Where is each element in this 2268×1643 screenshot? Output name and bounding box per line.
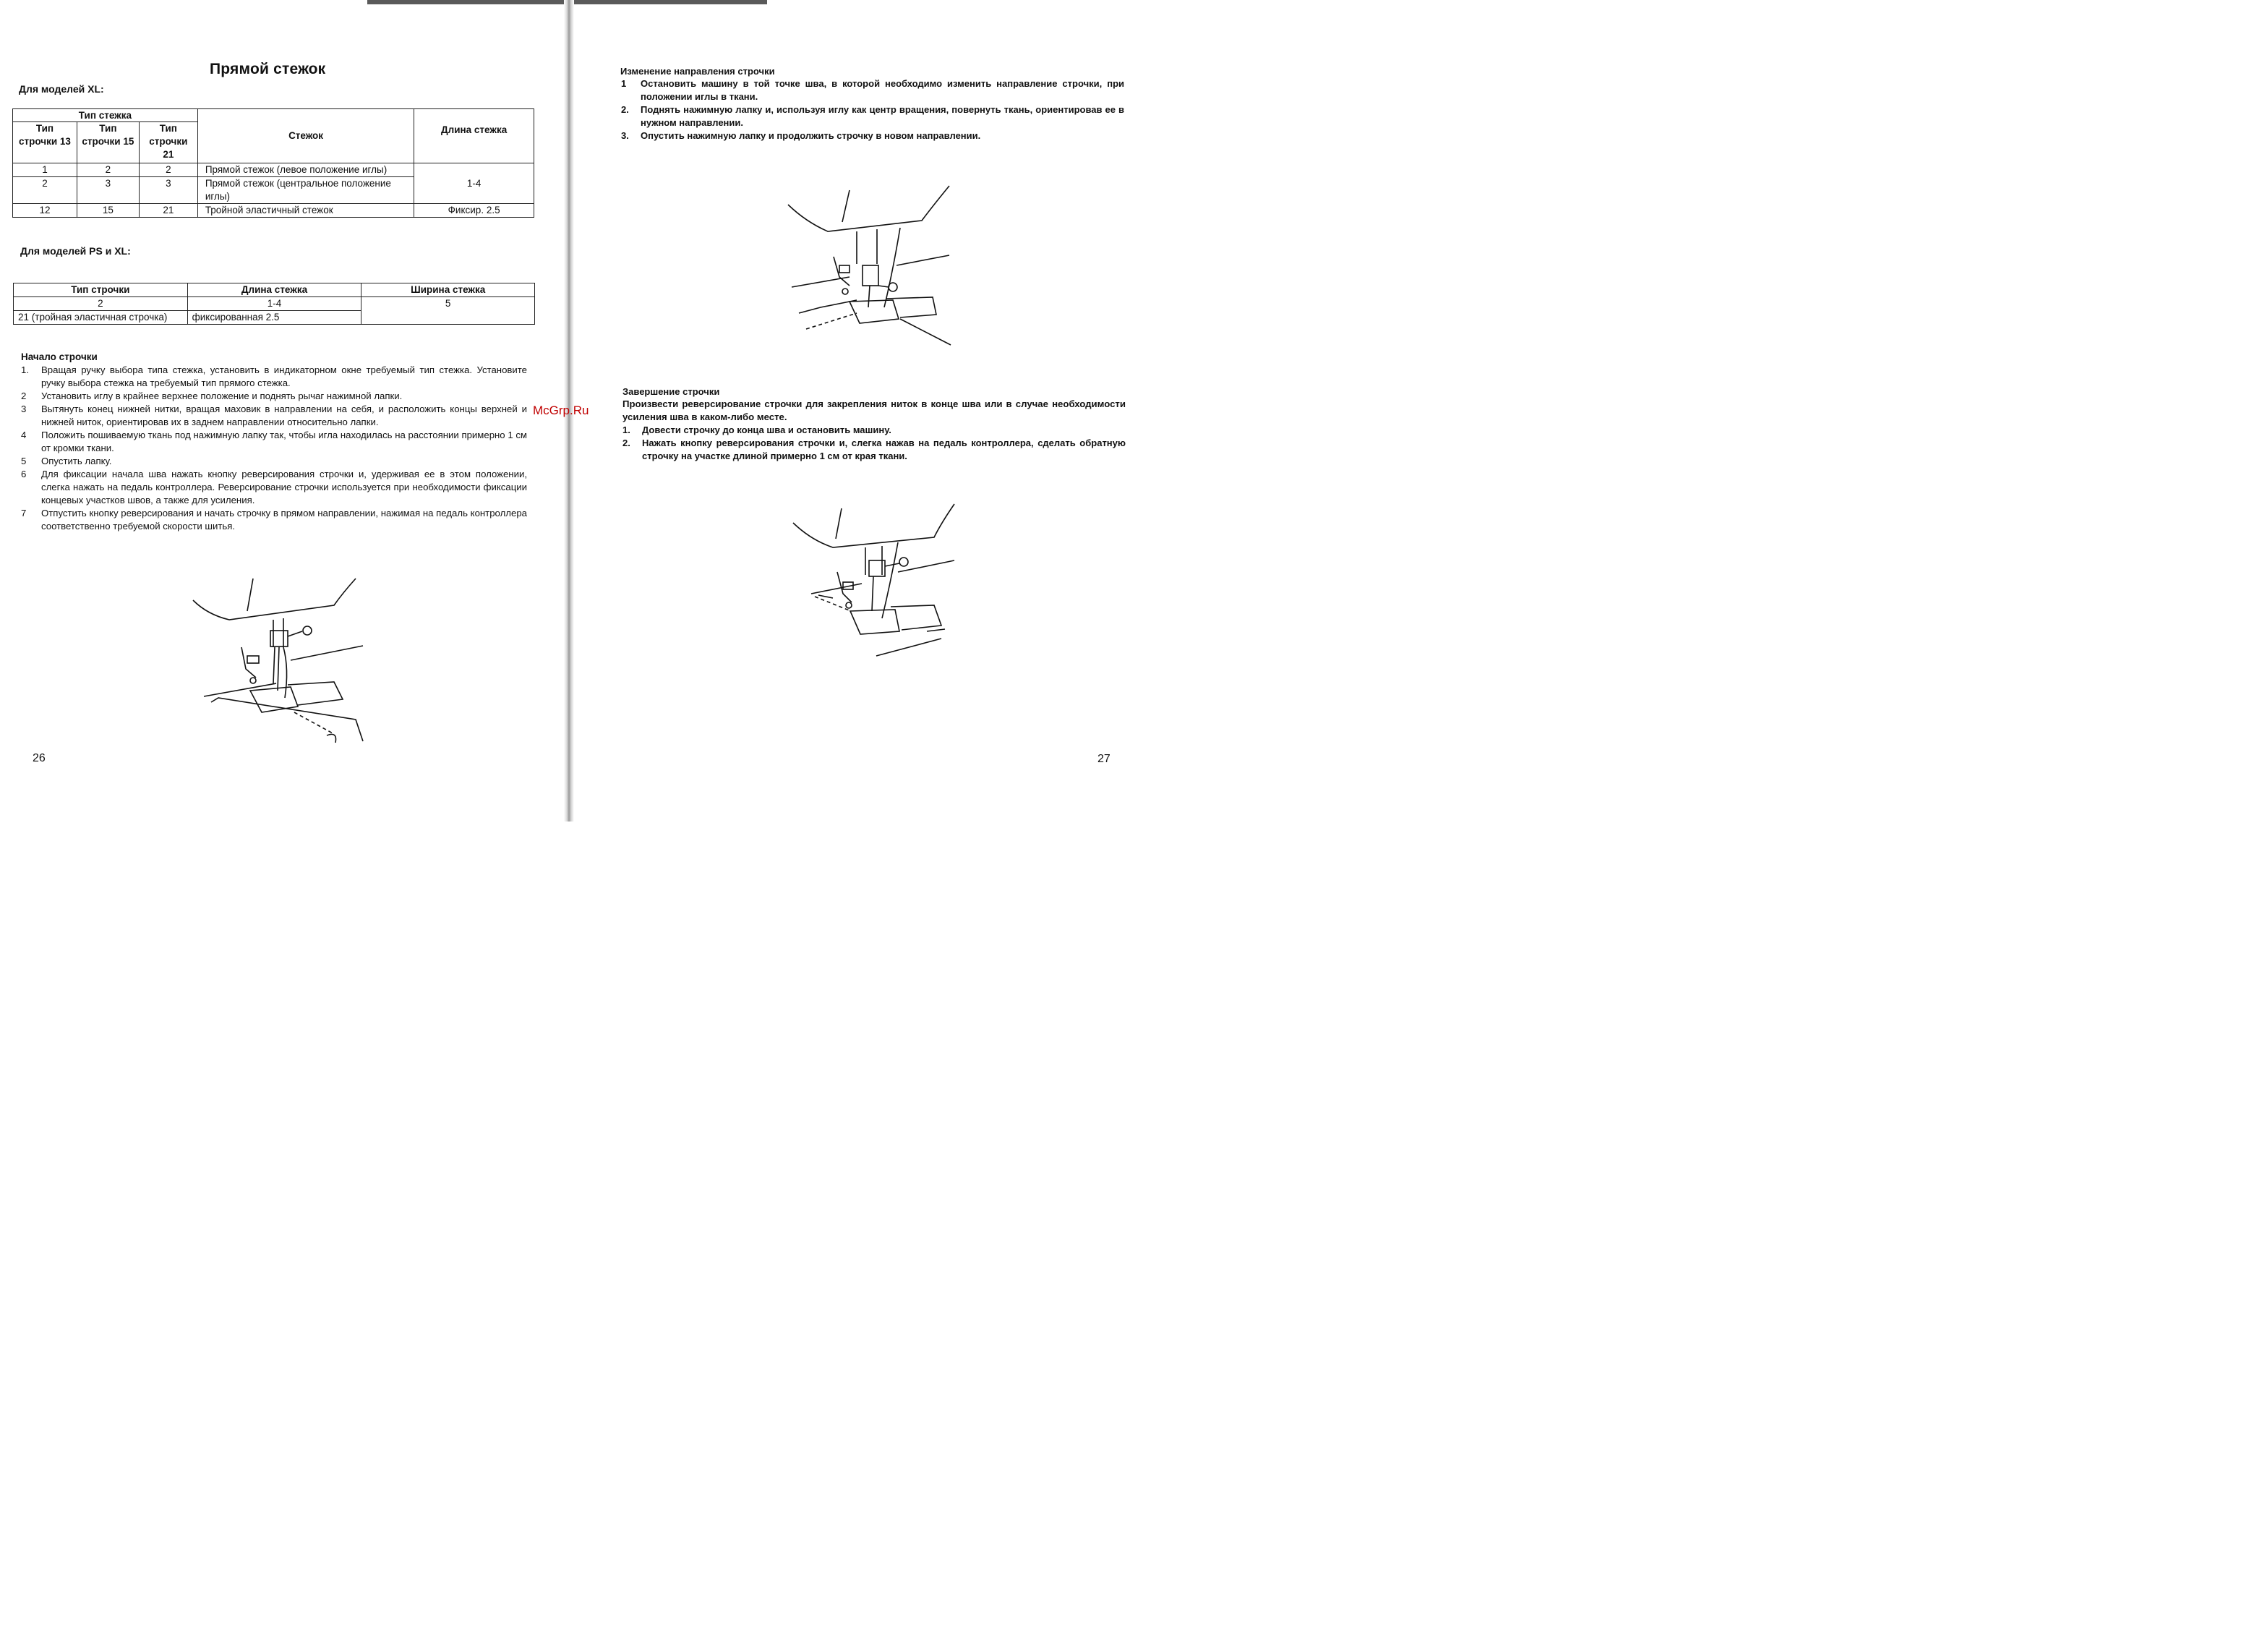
list-item xyxy=(21,364,527,390)
list-item xyxy=(622,424,1126,437)
list-num: 2 xyxy=(21,391,27,401)
col-header-21: Тип строчки 21 xyxy=(139,122,197,163)
table-cell: Прямой стежок (левое положение иглы) xyxy=(197,163,414,177)
list-text: Довести строчку до конца шва и остановить машину. xyxy=(642,424,891,435)
table-cell: 21 (тройная эластичная строчка) xyxy=(14,311,188,325)
list-num: 6 xyxy=(21,469,27,479)
table-cell: Тройной эластичный стежок xyxy=(197,204,414,218)
finish-stitch-illustration xyxy=(789,503,956,665)
list-item xyxy=(21,429,527,455)
list-item xyxy=(621,103,1124,129)
list-num: 2. xyxy=(622,438,630,448)
table-cell: 12 xyxy=(13,204,77,218)
list-text: Поднять нажимную лапку и, используя иглу как центр вращения, повернуть ткань, ориентировав ее в нужном направлении. xyxy=(641,104,1124,128)
list-num: 1. xyxy=(622,424,630,435)
table-cell: 2 xyxy=(13,177,77,204)
table-cell: 2 xyxy=(77,163,139,177)
list-num: 3 xyxy=(21,404,27,414)
table-header: Длина стежка xyxy=(187,283,361,297)
page-title: Прямой стежок xyxy=(210,61,326,77)
table-header: Ширина стежка xyxy=(361,283,535,297)
list-text: Положить пошиваемую ткань под нажимную лапку так, чтобы игла находилась на расстоянии примерно 1 см от кромки ткани. xyxy=(41,430,527,453)
page-number-left: 26 xyxy=(33,752,46,764)
stitch-col-header: Стежок xyxy=(197,109,414,163)
list-item xyxy=(621,129,1124,142)
table-cell: Прямой стежок (центральное положение иглы) xyxy=(197,177,414,204)
list-item xyxy=(21,468,527,507)
list-item xyxy=(21,507,527,533)
list-num: 7 xyxy=(21,508,27,518)
models-ps-xl-label: Для моделей PS и XL: xyxy=(20,245,131,257)
width-merged-cell: 5 xyxy=(361,297,535,325)
page-number-right: 27 xyxy=(1097,753,1111,765)
list-text: Для фиксации начала шва нажать кнопку реверсирования строчки и, удерживая ее в этом положении, слегка нажать на педаль контроллера. Реверсирование строчки используется при необходимости фиксации концевых участков швов, а также для усиления. xyxy=(41,469,527,505)
table-cell: 3 xyxy=(139,177,197,204)
finish-heading: Завершение строчки xyxy=(622,386,720,397)
start-heading: Начало строчки xyxy=(21,351,98,362)
list-num: 1. xyxy=(21,364,29,375)
change-direction-illustration xyxy=(784,184,951,351)
list-text: Вытянуть конец нижней нитки, вращая маховик в направлении на себя, и расположить концы верхней и нижней ниток, ориентировав их в заднем направлении относительно лапки. xyxy=(41,404,527,427)
sewing-start-illustration xyxy=(189,575,370,748)
list-item xyxy=(21,455,527,468)
table-header: Тип строчки xyxy=(14,283,188,297)
stitch-table-ps-xl xyxy=(13,283,535,325)
group-header: Тип стежка xyxy=(13,109,198,122)
list-text: Опустить лапку. xyxy=(41,456,112,466)
list-item xyxy=(21,390,527,403)
length-merged-cell: 1-4 xyxy=(414,163,534,204)
list-text: Опустить нажимную лапку и продолжить строчку в новом направлении. xyxy=(641,130,981,141)
table-cell: фиксированная 2.5 xyxy=(187,311,361,325)
direction-heading: Изменение направления строчки xyxy=(620,66,775,77)
col-header-13: Тип строчки 13 xyxy=(13,122,77,163)
finish-intro: Произвести реверсирование строчки для закрепления ниток в конце шва или в случае необходимости усиления шва в каком-либо месте. xyxy=(622,398,1126,422)
list-item xyxy=(622,437,1126,463)
list-num: 5 xyxy=(21,456,27,466)
watermark: McGrp.Ru xyxy=(533,404,589,417)
length-col-header: Длина стежка xyxy=(414,109,534,163)
finish-steps-list xyxy=(622,424,1126,463)
table-cell: 1-4 xyxy=(187,297,361,311)
list-item xyxy=(21,403,527,429)
list-text: Отпустить кнопку реверсирования и начать строчку в прямом направлении, нажимая на педаль контроллера соответственно требуемой скорости шитья. xyxy=(41,508,527,532)
list-item xyxy=(621,77,1124,103)
start-steps-list xyxy=(21,364,527,533)
table-cell: 1 xyxy=(13,163,77,177)
table-cell: 15 xyxy=(77,204,139,218)
list-num: 3. xyxy=(621,130,629,141)
list-text: Нажать кнопку реверсирования строчки и, слегка нажав на педаль контроллера, сделать обратную строчку на участке длиной примерно 1 см от края ткани. xyxy=(642,438,1126,461)
direction-steps-list xyxy=(621,77,1124,142)
stitch-table-xl xyxy=(12,108,534,218)
table-cell: 2 xyxy=(14,297,188,311)
table-cell: Фиксир. 2.5 xyxy=(414,204,534,218)
models-xl-label: Для моделей XL: xyxy=(19,83,104,95)
table-cell: 2 xyxy=(139,163,197,177)
list-text: Установить иглу в крайнее верхнее положение и поднять рычаг нажимной лапки. xyxy=(41,391,403,401)
table-cell: 3 xyxy=(77,177,139,204)
list-text: Остановить машину в той точке шва, в которой необходимо изменить направление строчки, при положении иглы в ткани. xyxy=(641,78,1124,102)
list-num: 1 xyxy=(621,78,627,89)
col-header-15: Тип строчки 15 xyxy=(77,122,139,163)
table-cell: 21 xyxy=(139,204,197,218)
list-num: 4 xyxy=(21,430,27,440)
list-num: 2. xyxy=(621,104,629,115)
list-text: Вращая ручку выбора типа стежка, установить в индикаторном окне требуемый тип стежка. Установите ручку выбора стежка на требуемый тип прямого стежка. xyxy=(41,364,527,388)
